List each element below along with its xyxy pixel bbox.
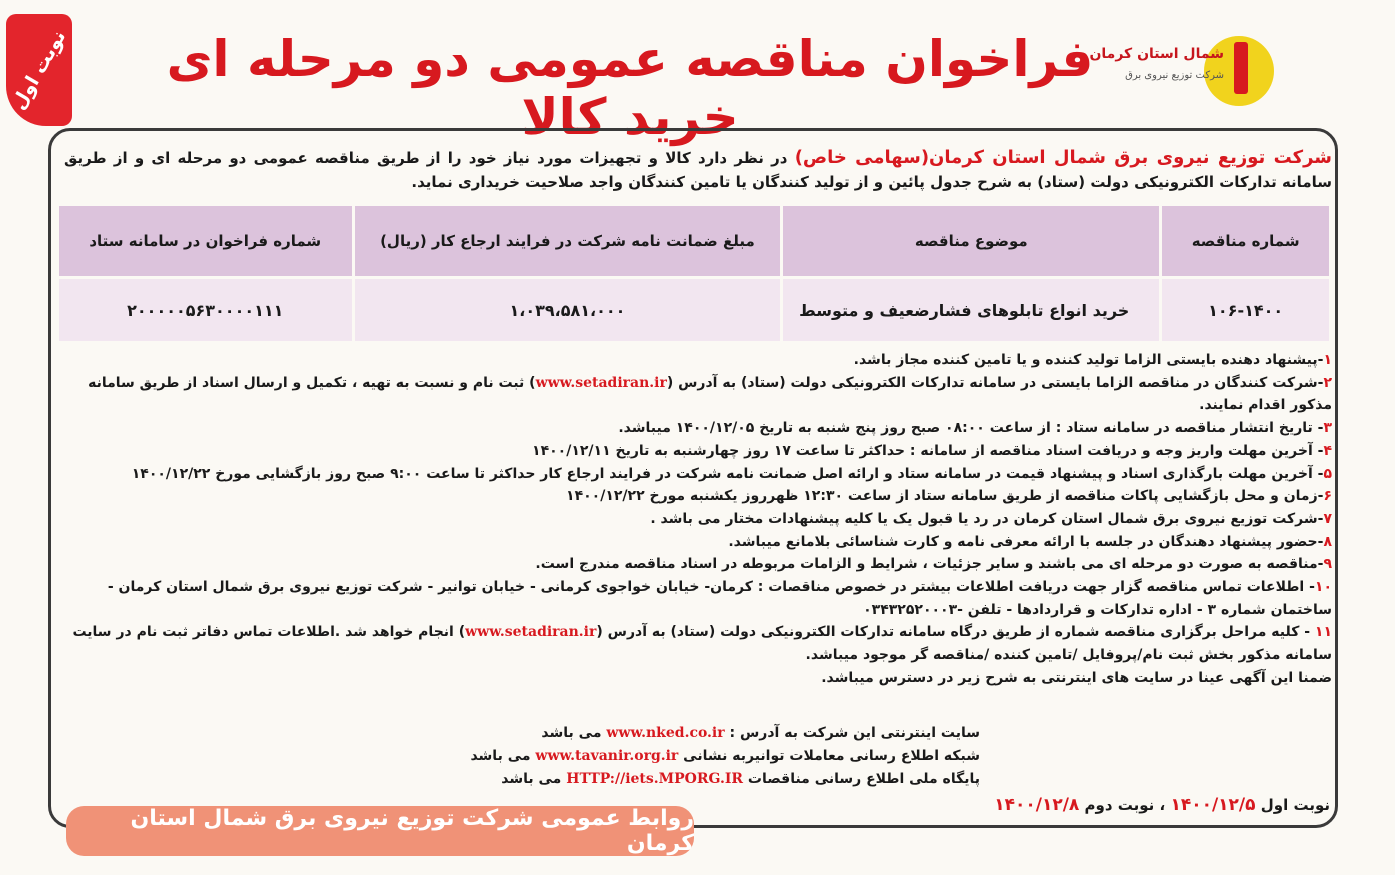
list-item — [66, 372, 1332, 417]
site-text: شبکه اطلاع رسانی معاملات توانیربه نشانی — [678, 748, 980, 764]
cell-guarantee: ۱،۰۳۹،۵۸۱،۰۰۰ — [353, 278, 782, 343]
list-item — [66, 440, 1332, 463]
conditions-list — [66, 349, 1332, 690]
item-number: ۹ — [1323, 556, 1332, 573]
table-header-row — [58, 205, 1331, 278]
item-number: ۲ — [1323, 374, 1332, 391]
site-text: سایت اینترنتی این شرکت به آدرس : — [724, 725, 980, 741]
item-text: - تاریخ انتشار مناقصه در سامانه ستاد : از ساعت ۰۸:۰۰ صبح روز پنج شنبه به تاریخ ۱۴۰۰/۱۲/۰۵ میباشد. — [618, 420, 1324, 437]
list-item — [66, 349, 1332, 372]
item-text: - آخرین مهلت واریز وجه و دریافت اسناد مناقصه از سامانه : حداکثر تا ساعت ۱۷ روز چهارشنبه به تاریخ ۱۴۰۰/۱۲/۱۱ — [532, 442, 1324, 459]
company-site-link[interactable]: www.nked.co.ir — [606, 725, 725, 741]
item-text: -حضور پیشنهاد دهندگان در جلسه با ارائه معرفی نامه و کارت شناسائی بلامانع میباشد. — [728, 533, 1324, 550]
item-number: ۶ — [1323, 488, 1332, 505]
list-item — [66, 621, 1332, 666]
list-item — [66, 531, 1332, 554]
list-item — [66, 667, 1332, 690]
list-item — [66, 417, 1332, 440]
intro-paragraph — [64, 146, 1332, 194]
header-number: شماره مناقصه — [1161, 205, 1331, 278]
item-text: -شرکت توزیع نیروی برق شمال استان کرمان در رد یا قبول یک یا کلیه پیشنهادات مختار می باشد . — [650, 510, 1324, 527]
header-guarantee: مبلغ ضمانت نامه شرکت در فرایند ارجاع کار (ریال) — [353, 205, 782, 278]
websites-list — [400, 722, 980, 791]
item-number: ۱ — [1323, 352, 1332, 368]
first-date-label: نوبت اول — [1255, 796, 1330, 814]
site-text: پایگاه ملی اطلاع رسانی مناقصات — [743, 771, 980, 787]
public-relations-footer: روابط عمومی شرکت توزیع نیروی برق شمال استان کرمان — [66, 806, 694, 856]
item-number: ۷ — [1323, 510, 1332, 527]
item-text: - کلیه مراحل برگزاری مناقصه شماره از طریق درگاه سامانه تدارکات الکترونیکی دولت (ستاد) به آدرس ( — [596, 624, 1315, 641]
logo-name: شمال استان کرمان — [1089, 46, 1224, 62]
site-line — [400, 768, 980, 791]
company-logo — [1089, 32, 1268, 114]
first-notice-badge — [6, 14, 72, 126]
logo-mark-icon — [1234, 42, 1248, 94]
second-date: ۱۴۰۰/۱۲/۸ — [994, 795, 1080, 815]
item-number: ۱۰ — [1314, 579, 1332, 596]
item-number: ۳ — [1323, 420, 1332, 437]
list-item — [66, 485, 1332, 508]
table-row — [58, 278, 1331, 343]
tender-table — [56, 203, 1332, 344]
badge-label: نوبت اول — [7, 26, 71, 114]
site-line — [400, 745, 980, 768]
item-text: -زمان و محل بازگشایی پاکات مناقصه از طریق سامانه ستاد از ساعت ۱۲:۳۰ ظهرروز یکشنبه مورخ ۱۴۰۰/۱۲/۲۲ — [566, 488, 1324, 505]
item-text: - آخرین مهلت بارگذاری اسناد و پیشنهاد قیمت در سامانه ستاد و ارائه اصل ضمانت نامه شرکت در فرایند ارجاع کار حداکثر تا ساعت ۹:۰۰ صبح روز بازگشایی مورخ ۱۴۰۰/۱۲/۲۲ — [131, 465, 1324, 482]
logo-subtitle: شرکت توزیع نیروی برق — [1125, 70, 1224, 81]
site-text: می باشد — [541, 725, 607, 741]
list-item — [66, 576, 1332, 621]
item-number: ۸ — [1323, 533, 1332, 550]
item-text: ضمنا این آگهی عینا در سایت های اینترنتی به شرح زیر در دسترس میباشد. — [821, 669, 1332, 686]
item-number: ۵ — [1323, 465, 1332, 482]
cell-number: ۱۰۶-۱۴۰۰ — [1161, 278, 1331, 343]
item-number: ۱۱ — [1314, 624, 1332, 641]
item-text: -مناقصه به صورت دو مرحله ای می باشند و سایر جزئیات ، شرایط و الزامات مربوطه در اسناد مناقصه مندرج است. — [535, 556, 1324, 573]
list-item — [66, 508, 1332, 531]
publication-dates — [900, 795, 1330, 815]
second-date-label: ، نوبت دوم — [1079, 796, 1171, 814]
item-text: ) ثبت نام و نسبت به تهیه ، تکمیل و ارسال اسناد از طریق سامانه مذکور اقدام نمایند. — [88, 374, 1332, 414]
list-item — [66, 463, 1332, 486]
intro-text: در نظر دارد کالا و تجهیزات مورد نیاز خود را از طریق مناقصه عمومی دو مرحله ای و از طریق سامانه تدارکات الکترونیکی دولت (ستاد) به شرح جدول پائین و از تولید کنندگان یا تامین کنندگان واجد صلاحیت خریداری نماید. — [64, 149, 1332, 191]
header-setad-number: شماره فراخوان در سامانه ستاد — [58, 205, 354, 278]
item-text: -شرکت کنندگان در مناقصه الزاما بایستی در سامانه تدارکات الکترونیکی دولت (ستاد) به آدرس ( — [666, 374, 1324, 391]
company-name: شرکت توزیع نیروی برق شمال استان کرمان(سهامی خاص) — [794, 147, 1332, 168]
first-date: ۱۴۰۰/۱۲/۵ — [1170, 795, 1256, 815]
site-line — [400, 722, 980, 745]
item-text: - اطلاعات تماس مناقصه گزار جهت دریافت اطلاعات بیشتر در خصوص مناقصات : کرمان- خیابان خواجوی کرمانی - خیابان توانیر - شرکت توزیع نیروی برق شمال استان کرمان - ساختمان شماره ۳ - اداره تدارکات و قراردادها - تلفن -۰۳۴۳۲۵۲۰۰۰۳ — [107, 579, 1332, 618]
cell-setad-number: ۲۰۰۰۰۰۵۶۳۰۰۰۰۱۱۱ — [58, 278, 354, 343]
item-text: -پیشنهاد دهنده بایستی الزاما تولید کننده و یا تامین کننده مجاز باشد. — [853, 352, 1324, 368]
item-number: ۴ — [1323, 442, 1332, 459]
site-text: می باشد — [470, 748, 536, 764]
list-item — [66, 553, 1332, 576]
cell-subject: خرید انواع تابلوهای فشارضعیف و متوسط — [782, 278, 1161, 343]
setad-link[interactable]: www.setadiran.ir — [535, 374, 667, 391]
site-text: می باشد — [501, 771, 567, 787]
tavanir-site-link[interactable]: www.tavanir.org.ir — [535, 748, 679, 764]
item-text: ) انجام خواهد شد .اطلاعات تماس دفاتر ثبت نام در سایت سامانه مذکور بخش ثبت نام/پروفایل /تامین کننده /مناقصه گر موجود میباشد. — [72, 624, 1332, 664]
iets-site-link[interactable]: HTTP://iets.MPORG.IR — [566, 771, 744, 787]
setad-link[interactable]: www.setadiran.ir — [465, 624, 597, 641]
header-subject: موضوع مناقصه — [782, 205, 1161, 278]
notice-title: فراخوان مناقصه عمومی دو مرحله ای خرید کالا — [166, 30, 1094, 146]
